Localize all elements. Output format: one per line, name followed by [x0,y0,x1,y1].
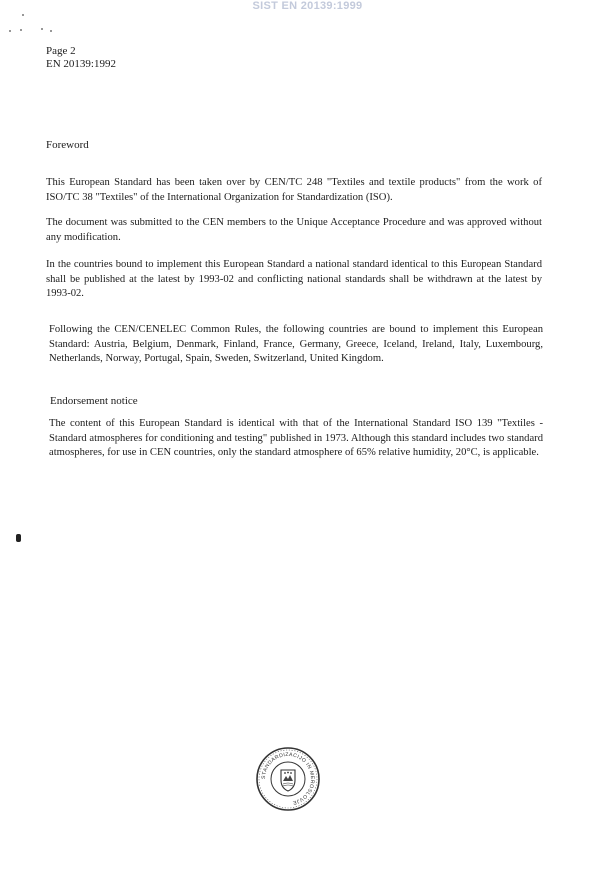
official-stamp-icon [255,746,321,812]
scan-speck [9,30,11,32]
endorsement-paragraph: The content of this European Standard is identical with that of the International Standard ISO 139 "Textiles - Standard atmospheres for conditioning and testing" published in 1973. Although this standard includes two standard atmospheres, for use in CEN countries, only the standard atmosphere of 65% relative humidity, 20°C, is applicable. [49,418,543,458]
page-reference [46,45,116,71]
foreword-heading: Foreword [46,139,89,151]
foreword-paragraph: The document was submitted to the CEN members to the Unique Acceptance Procedure and was approved without any modification. [46,217,542,243]
scan-speck [50,30,52,32]
scan-speck [41,28,43,30]
foreword-paragraph: In the countries bound to implement this European Standard a national standard identical to this European Standard shall be published at the latest by 1993-02 and conflicting national standards shall be withdrawn at the latest by 1993-02. [46,259,542,299]
foreword-paragraph: This European Standard has been taken over by CEN/TC 248 "Textiles and textile products" from the work of ISO/TC 38 "Textiles" of the International Organization for Standardization (ISO). [46,177,542,203]
stamp-ring-text: STANDARDIZACIJO IN MEROSLOVJE [260,751,316,806]
scan-speck [20,29,22,31]
scan-speck [22,14,24,16]
foreword-paragraph: Following the CEN/CENELEC Common Rules, the following countries are bound to implement this European Standard: Austria, Belgium, Denmark, Finland, France, Germany, Greece, Iceland, Ireland, Italy, Luxembourg, Netherlands, Norway, Portugal, Spain, Sweden, Switzerland, United Kingdom. [49,324,543,364]
margin-mark [16,534,21,542]
page-number: Page 2 [46,45,76,57]
standard-number: EN 20139:1992 [46,58,116,70]
watermark-label: SIST EN 20139:1999 [252,0,363,12]
endorsement-heading: Endorsement notice [50,395,138,407]
